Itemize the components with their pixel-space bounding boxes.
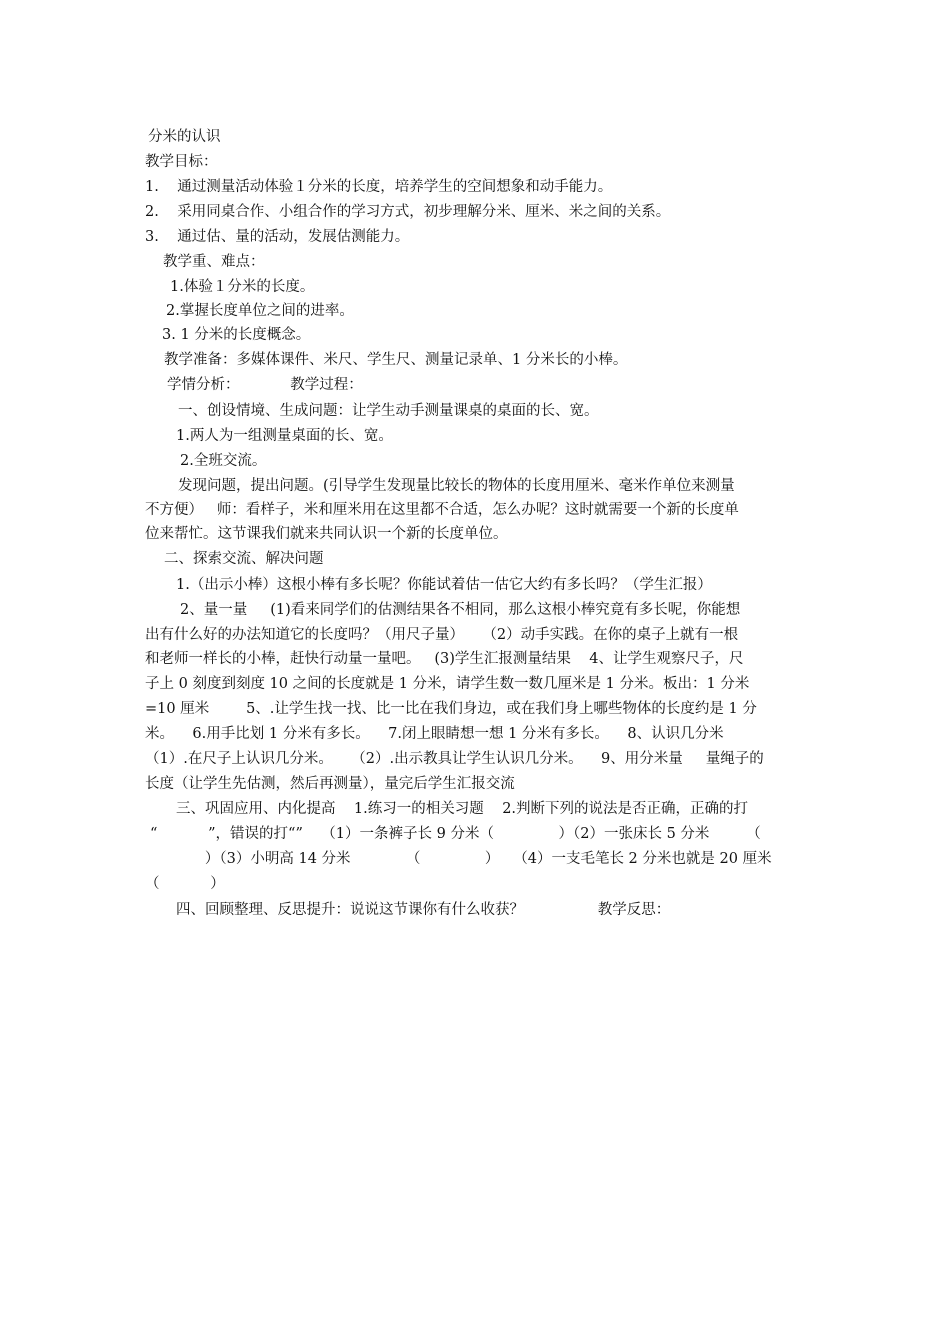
- section2-line: 和老师一样长的小棒，赶快行动量一量吧。 (3)学生汇报测量结果 4、让学生观察尺子，尺: [145, 651, 744, 667]
- objective-item: 2. 采用同桌合作、小组合作的学习方式，初步理解分米、厘米、米之间的关系。: [145, 204, 671, 220]
- section4-line: 四、回顾整理、反思提升：说说这节课你有什么收获？ 教学反思：: [176, 902, 671, 918]
- analysis-process-line: 学情分析： 教学过程：: [167, 377, 363, 393]
- document-title: 分米的认识: [148, 129, 221, 145]
- section1-item: 2.全班交流。: [180, 453, 267, 469]
- key-point-item: 3. 1 分米的长度概念。: [162, 327, 311, 343]
- section1-paragraph-line: 位来帮忙。这节课我们就来共同认识一个新的长度单位。: [145, 526, 508, 542]
- section2-line: 2、量一量 (1)看来同学们的估测结果各不相同，那么这根小棒究竟有多长呢，你能想: [180, 602, 741, 618]
- section2-line: （1）.在尺子上认识几分米。 （2）.出示教具让学生认识几分米。 9、用分米量 量绳子的: [145, 751, 764, 767]
- key-point-item: 1.体验１分米的长度。: [170, 279, 315, 295]
- section1-item: 1.两人为一组测量桌面的长、宽。: [176, 428, 393, 444]
- section3-line: ）（3）小明高 14 分米 （ ） （4）一支毛笔长 2 分米也就是 20 厘米: [145, 851, 772, 867]
- section2-line: 1.（出示小棒）这根小棒有多长呢？你能试着估一估它大约有多长吗？（学生汇报）: [176, 577, 712, 593]
- section1-paragraph-line: 不方便） 师：看样子，米和厘米用在这里都不合适，怎么办呢？这时就需要一个新的长度单: [145, 502, 739, 518]
- section2-heading: 二、探索交流、解决问题: [164, 551, 324, 567]
- section2-line: 米。 6.用手比划 1 分米有多长。 7.闭上眼睛想一想 1 分米有多长。 8、认识几分米: [145, 726, 724, 742]
- section2-line: =10 厘米 5、.让学生找一找、比一比在我们身边，或在我们身上哪些物体的长度约是 1 分: [145, 701, 757, 717]
- key-point-item: 2.掌握长度单位之间的进率。: [166, 303, 354, 319]
- preparation-line: 教学准备：多媒体课件、米尺、学生尺、测量记录单、1 分米长的小棒。: [164, 352, 628, 368]
- objective-item: 3. 通过估、量的活动，发展估测能力。: [145, 229, 410, 245]
- section3-line: 三、巩固应用、内化提高 1.练习一的相关习题 2.判断下列的说法是否正确，正确的打: [176, 801, 749, 817]
- objective-item: 1. 通过测量活动体验１分米的长度，培养学生的空间想象和动手能力。: [145, 179, 613, 195]
- section3-line: （ ）: [145, 876, 225, 892]
- section1-paragraph-line: 发现问题，提出问题。(引导学生发现量比较长的物体的长度用厘米、毫米作单位来测量: [178, 478, 735, 494]
- objectives-heading: 教学目标：: [145, 154, 218, 170]
- section2-line: 出有什么好的办法知道它的长度吗？（用尺子量） （2）动手实践。在你的桌子上就有一根: [145, 627, 739, 643]
- section2-line: 子上 0 刻度到刻度 10 之间的长度就是 1 分米，请学生数一数几厘米是 1 分米。板出：1 分米: [145, 676, 750, 692]
- section1-heading: 一、创设情境、生成问题：让学生动手测量课桌的桌面的长、宽。: [178, 403, 599, 419]
- section3-line: “ ”，错误的打“” （1）一条裤子长 9 分米（ ）（2）一张床长 5 分米 （: [150, 826, 761, 842]
- section2-line: 长度（让学生先估测，然后再测量），量完后学生汇报交流: [145, 776, 515, 792]
- key-points-heading: 教学重、难点：: [163, 254, 265, 270]
